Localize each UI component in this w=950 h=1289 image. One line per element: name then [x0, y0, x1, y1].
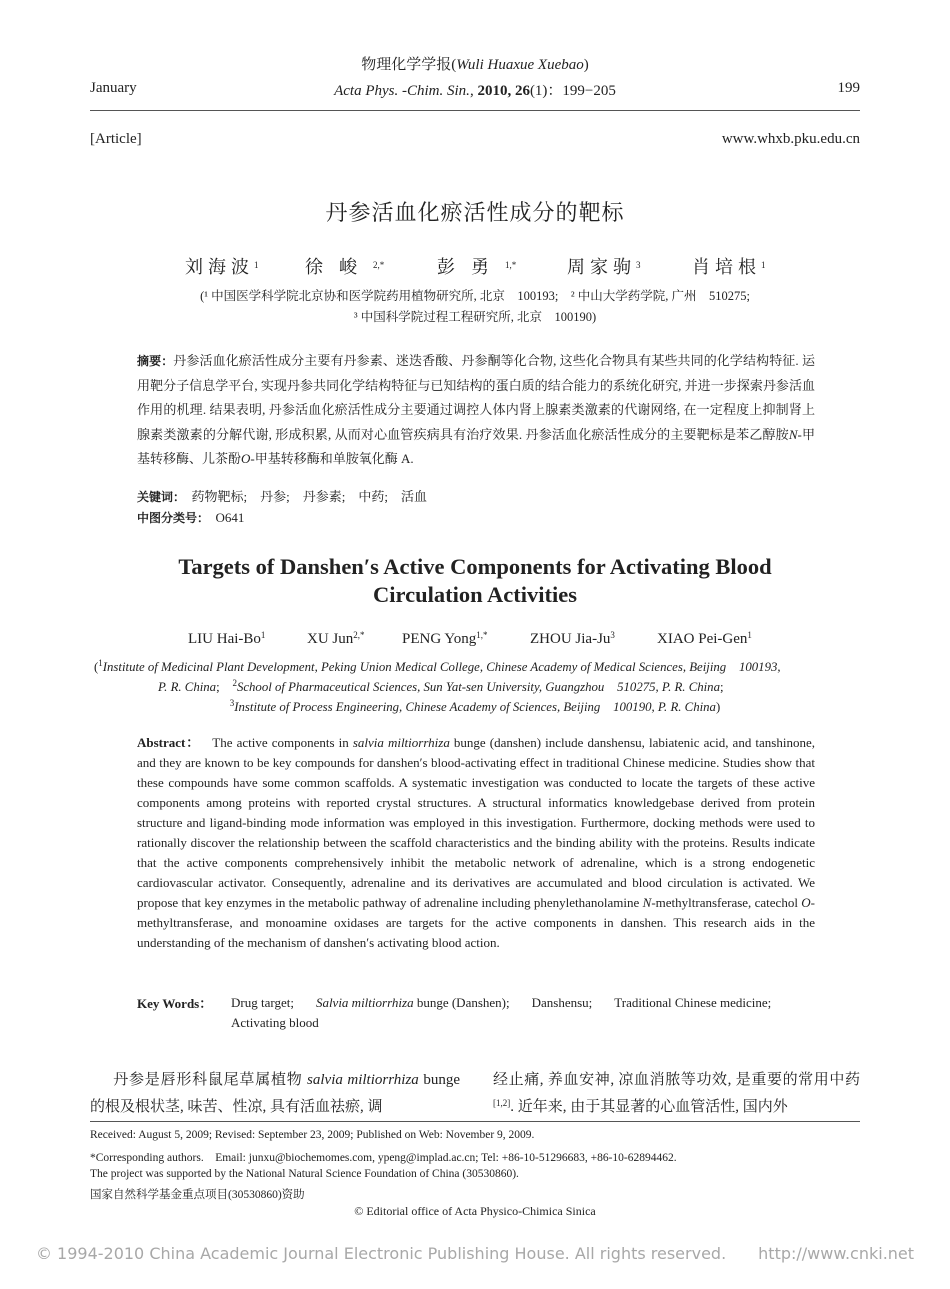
affiliations-cn-line1: (¹ 中国医学科学院北京协和医学院药用植物研究所, 北京 100193; ² 中山大学药学院, 广州 510275; — [200, 289, 750, 303]
author-en: ZHOU Jia-Ju$^3$ — [530, 630, 615, 647]
header-month: January — [90, 80, 137, 96]
header-divider — [90, 110, 860, 111]
affiliations-en-line2: P. R. China; $^2$School of Pharmaceutical Sciences, Sun Yat-sen University, Guangzhou 510275, P. R. China; — [158, 678, 724, 694]
body-column-left: 丹参是唇形科鼠尾草属植物 salvia miltiorrhiza bunge 的根及根状茎, 味苦、性凉, 具有活血祛瘀, 调 — [90, 1072, 460, 1115]
classification-cn-label: 中图分类号： — [137, 511, 210, 525]
footnote-divider — [90, 1121, 860, 1122]
abstract-en-label: Abstract： — [137, 735, 201, 750]
keywords-en: Drug target; Salvia miltiorrhiza bunge (Danshen); Danshensu; Traditional Chinese medicine; Activating blood — [231, 995, 772, 1030]
author-cn: 肖培根$^1$ — [692, 257, 771, 277]
body-column-right: 经止痛, 养血安神, 凉血消脓等功效, 是重要的常用中药[1,2]. 近年来, 由于其显著的心血管活性, 国内外 — [493, 1072, 860, 1115]
abstract-cn-label: 摘要： — [137, 354, 174, 368]
header-journal-en: Acta Phys. -Chim. Sin., 2010, 26(1)：199−205 — [334, 83, 616, 99]
author-en: LIU Hai-Bo$^1$ — [188, 630, 266, 647]
author-en: XIAO Pei-Gen$^1$ — [657, 630, 752, 647]
affiliations-en-line3: $^3$Institute of Process Engineering, Chinese Academy of Sciences, Beijing 100190, P. R. China) — [229, 698, 721, 714]
keywords-cn-label: 关键词： — [137, 490, 186, 504]
author-en: PENG Yong$^{1,*}$ — [402, 630, 488, 647]
author-en: XU Jun$^{2,*}$ — [307, 630, 365, 647]
title-en: Targets of Danshen′s Active Components for Activating Blood Circulation Activities — [178, 554, 772, 607]
affiliations-en-line1: ($^1$Institute of Medicinal Plant Development, Peking Union Medical College, Chinese Academy of Medical Sciences, Beijing 100193, — [94, 658, 781, 674]
footnote-corresponding: *Corresponding authors. Email: junxu@biochemomes.com, ypeng@implad.ac.cn; Tel: +86-10-51296683, +86-10-62894462. — [90, 1152, 677, 1164]
keywords-en-label: Key Words： — [137, 996, 213, 1011]
author-cn: 刘海波$^1$ — [185, 257, 264, 277]
page-number: 199 — [837, 80, 860, 96]
footnote-received: Received: August 5, 2009; Revised: September 23, 2009; Published on Web: November 9, 2009. — [90, 1129, 535, 1141]
abstract-cn: 摘要：丹参活血化瘀活性成分主要有丹参素、迷迭香酸、丹参酮等化合物, 这些化合物具有某些共同的化学结构特征. 运用靶分子信息学平台, 实现丹参共同化学结构特征与已知结构的蛋白质的结合能力的系统化研究, 并进一步探索丹参活血作用的机理. 结果表明, 丹参活血化瘀活性成分主要通过调控人体内肾上腺素类激素的代谢网络, 在一定程度上抑制肾上腺素类激素的分解代谢, 形成积累, 从而对心血管疾病具有治疗效果. 丹参活血化瘀活性成分的主要靶标是苯乙醇胺N-甲基转移酶、儿茶酚O-甲基转移酶和单胺氧化酶 A. — [137, 353, 815, 466]
classification-cn: 中图分类号： O641 — [137, 510, 245, 525]
journal-website-link[interactable]: www.whxb.pku.edu.cn — [721, 131, 860, 147]
title-cn: 丹参活血化瘀活性成分的靶标 — [325, 201, 625, 226]
footnote-funding-en: The project was supported by the National Natural Science Foundation of China (30530860). — [90, 1168, 519, 1180]
editorial-copyright: © Editorial office of Acta Physico-Chimica Sinica — [354, 1204, 596, 1218]
keywords-cn: 关键词： 药物靶标; 丹参; 丹参素; 中药; 活血 — [137, 489, 427, 504]
article-type: [Article] — [90, 131, 142, 147]
author-cn: 周家驹$^3$ — [567, 257, 646, 277]
header-journal-cn: 物理化学学报(Wuli Huaxue Xuebao) — [361, 57, 589, 73]
author-cn: 彭勇$^{1,*}$ — [437, 257, 517, 277]
affiliations-cn-line2: ³ 中国科学院过程工程研究所, 北京 100190) — [353, 310, 597, 324]
footnote-funding-cn: 国家自然科学基金重点项目(30530860)资助 — [90, 1189, 305, 1201]
abstract-en: Abstract： The active components in salvia miltiorrhiza bunge (danshen) include danshensu, labiatenic acid, and tanshinone, and they are known to be key compounds for danshen′s blood-activating effect in traditional Chinese medicine. Studies show that these compounds have some common scaffolds. A systematic investigation was conducted to locate the targets of these active components among proteins with reported crystal structures. A structural informatics knowledgebase derived from protein structure and ligand-binding mode information was employed in this investigation. Furthermore, docking methods were used to rationally discover the relationship between the scaffold characteristics and the binding ability with the proteins. Results indicate that the active components comprehensively inhibit the metabolic network of adrenaline, which is a strong endogenetic cardiovascular activator. Consequently, adrenaline and its derivatives are accumulated and blood circulation is activated. We propose that key enzymes in the metabolic pathway of adrenaline including phenylethanolamine N-methyltransferase, catechol O-methyltransferase, and monoamine oxidases are targets for the active components in danshen. This research aids in the understanding of the mechanism of danshen′s activating blood action. — [137, 735, 815, 950]
author-cn: 徐峻$^{2,*}$ — [305, 257, 385, 277]
cnki-watermark: © 1994-2010 China Academic Journal Electronic Publishing House. All rights reserved. http://www.cnki.net — [35, 1244, 915, 1263]
